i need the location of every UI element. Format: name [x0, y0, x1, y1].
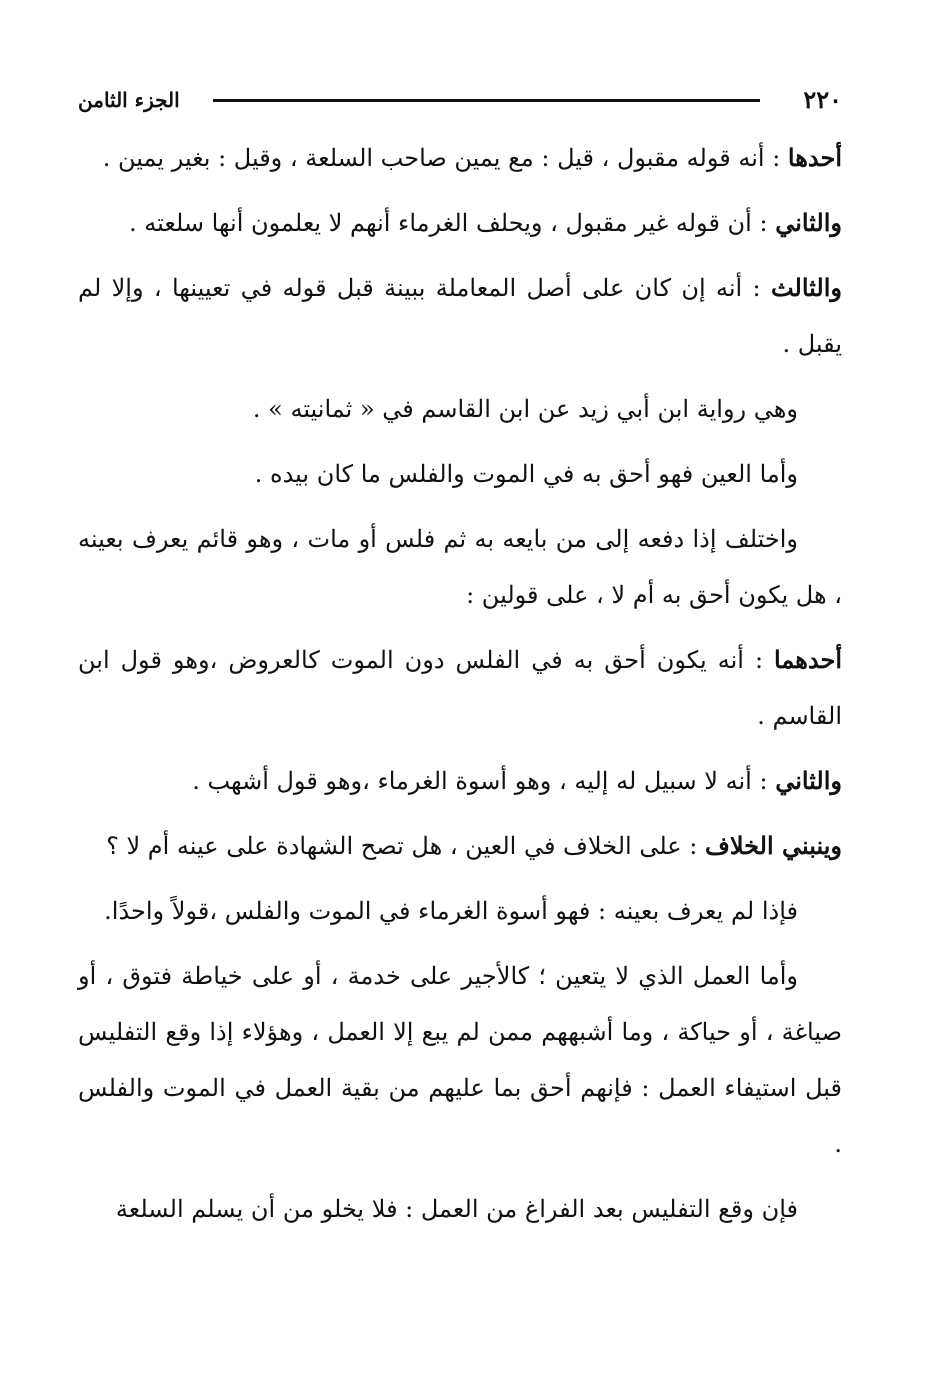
- paragraph-text: فإن وقع التفليس بعد الفراغ من العمل : فلا يخلو من أن يسلم السلعة: [115, 1195, 798, 1223]
- paragraph-lead: أحدها: [787, 143, 842, 172]
- paragraph-lead: والثالث: [770, 273, 842, 302]
- paragraph-text: : أنه يكون أحق به في الفلس دون الموت كالعروض ،وهو قول ابن القاسم .: [78, 646, 842, 730]
- paragraph-lead: والثاني: [775, 208, 842, 237]
- paragraph: [78, 753, 842, 809]
- paragraph-text: وأما العمل الذي لا يتعين ؛ كالأجير على خدمة ، أو على خياطة فتوق ، أو صياغة ، أو حياكة ، وما أشبههم ممن لم يبع إلا العمل ، وهؤلاء إذا وقع التفليس قبل استيفاء العمل : فإنهم أحق بما عليهم من بقية العمل في الموت والفلس .: [78, 962, 842, 1158]
- page-header: [78, 80, 842, 120]
- paragraph-text: : أنه لا سبيل له إليه ، وهو أسوة الغرماء ،وهو قول أشهب .: [192, 767, 768, 795]
- header-rule: [213, 99, 760, 102]
- paragraph: [78, 195, 842, 251]
- paragraph-text: فإذا لم يعرف بعينه : فهو أسوة الغرماء في الموت والفلس ،قولاً واحدًا.: [104, 897, 798, 925]
- paragraph-text: : أن قوله غير مقبول ، ويحلف الغرماء أنهم لا يعلمون أنها سلعته .: [129, 209, 768, 237]
- paragraph: [78, 948, 842, 1172]
- paragraph: [78, 632, 842, 744]
- paragraph: [78, 818, 842, 874]
- paragraph: [78, 1181, 842, 1237]
- paragraph-text: وأما العين فهو أحق به في الموت والفلس ما كان بيده .: [254, 460, 798, 488]
- paragraph: [78, 381, 842, 437]
- paragraph-text: وهي رواية ابن أبي زيد عن ابن القاسم في « ثمانيته » .: [252, 395, 798, 423]
- paragraph: [78, 883, 842, 939]
- paragraph-lead: والثاني: [775, 766, 842, 795]
- paragraph: [78, 260, 842, 372]
- paragraph: [78, 130, 842, 186]
- paragraph-text: : أنه إن كان على أصل المعاملة ببينة قبل قوله في تعيينها ، وإلا لم يقبل .: [78, 274, 842, 358]
- body-text: [78, 130, 842, 1246]
- paragraph-lead: وينبني الخلاف: [704, 831, 842, 860]
- paragraph: [78, 446, 842, 502]
- paragraph-text: واختلف إذا دفعه إلى من بايعه به ثم فلس أو مات ، وهو قائم يعرف بعينه ، هل يكون أحق به أم لا ، على قولين :: [78, 525, 842, 609]
- page-number: ٢٢٠: [803, 85, 842, 114]
- paragraph-text: : على الخلاف في العين ، هل تصح الشهادة على عينه أم لا ؟: [106, 832, 698, 860]
- running-title: الجزء الثامن: [78, 88, 180, 112]
- paragraph-text: : أنه قوله مقبول ، قيل : مع يمين صاحب السلعة ، وقيل : بغير يمين .: [102, 144, 781, 172]
- paragraph-lead: أحدهما: [774, 645, 842, 674]
- paragraph: [78, 511, 842, 623]
